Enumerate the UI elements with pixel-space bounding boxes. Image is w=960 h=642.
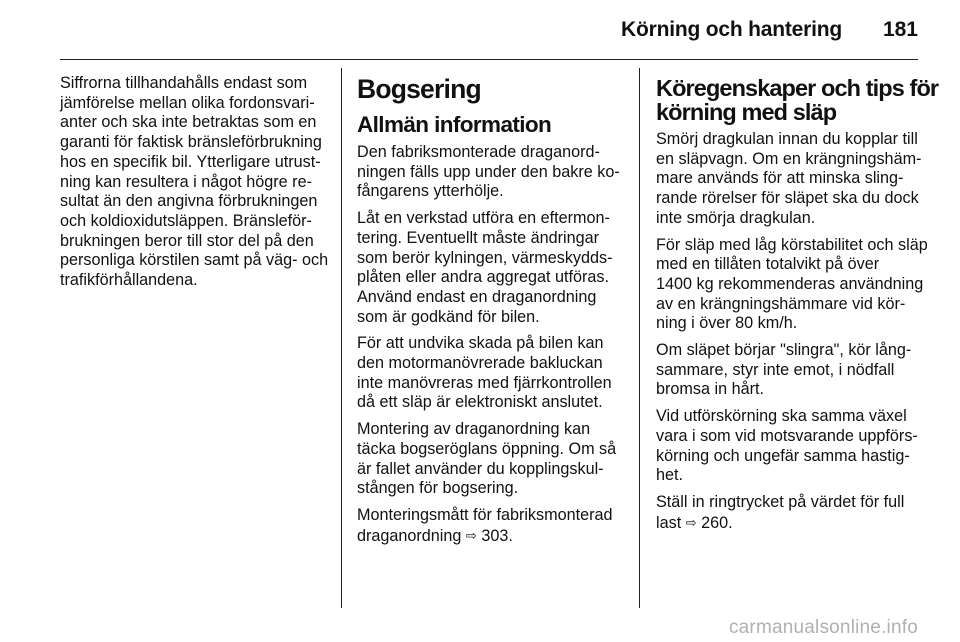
section-title-koregenskaper (656, 75, 939, 125)
text-line: som berör kylningen, värmeskydds- (357, 248, 613, 267)
right-paragraph (656, 236, 926, 335)
text-line: inte manövreras med fjärrkontrollen (357, 373, 612, 392)
column-divider-left (341, 68, 342, 608)
reference-prefix: draganordning (357, 526, 462, 545)
left-column (60, 74, 335, 298)
page-reference-link[interactable]: 303. (481, 526, 513, 545)
right-paragraph (656, 341, 926, 400)
text-line: trafikförhållandena. (60, 271, 198, 290)
text-line: som är godkänd för bilen. (357, 307, 540, 326)
watermark: carmanualsonline.info (728, 617, 918, 638)
text-line: Låt en verkstad utföra en eftermon- (357, 209, 610, 228)
middle-paragraph (357, 143, 632, 202)
text-line: en släpvagn. Om en krängningshäm- (656, 149, 922, 168)
column-divider-right (639, 68, 640, 608)
text-line: av en krängningshämmare vid kör- (656, 294, 906, 313)
subsection-title-allman-information: Allmän information (357, 112, 552, 137)
middle-reference-paragraph (357, 506, 632, 546)
page-reference-arrow-icon: ⇨ (465, 527, 477, 543)
text-line: och koldioxidutsläppen. Bränsleför- (60, 211, 312, 230)
page-reference-arrow-icon: ⇨ (685, 514, 697, 530)
text-line: då ett släp är elektroniskt anslutet. (357, 393, 603, 412)
right-reference-paragraph (656, 493, 926, 533)
text-line: rande rörelser för släpet ska du dock (656, 189, 919, 208)
text-line: inte smörja dragkulan. (656, 208, 816, 227)
title-line: Köregenskaper och tips för (656, 75, 939, 101)
text-line: ning kan resultera i något högre re- (60, 172, 312, 191)
text-line: körning och ungefär samma hastig- (656, 446, 910, 465)
text-line: sammare, styr inte emot, i nödfall (656, 360, 895, 379)
text-line: är fallet använder du kopplingskul- (357, 459, 604, 478)
page-number: 181 (882, 18, 918, 41)
text-line: fångarens ytterhölje. (357, 182, 504, 201)
text-line: jämförelse mellan olika fordonsvari- (60, 93, 315, 112)
right-column (656, 75, 939, 540)
reference-prefix: last (656, 513, 682, 532)
text-line: 1400 kg rekommenderas användning (656, 274, 924, 293)
right-paragraph (656, 407, 926, 486)
middle-paragraph (357, 334, 632, 413)
right-paragraph (656, 130, 926, 229)
text-line: sultat än den angivna förbrukningen (60, 192, 318, 211)
text-line: tering. Eventuellt måste ändringar (357, 228, 600, 247)
text-line: med en tillåten totalvikt på över (656, 255, 880, 274)
section-title-bogsering: Bogsering (357, 74, 481, 104)
text-line: ningen fälls upp under den bakre ko- (357, 162, 620, 181)
text-line: personliga körstilen samt på väg- och (60, 251, 329, 270)
text-line: För att undvika skada på bilen kan (357, 334, 604, 353)
text-line: Vid utförskörning ska samma växel (656, 407, 907, 426)
text-line: het. (656, 466, 684, 485)
header-divider (60, 59, 918, 60)
text-line: Smörj dragkulan innan du kopplar till (656, 130, 918, 148)
text-line: anter och ska inte betraktas som en (60, 113, 317, 132)
text-line: ning i över 80 km/h. (656, 314, 798, 333)
text-line: Ställ in ringtrycket på värdet för full (656, 492, 905, 511)
text-line: Den fabriksmonterade draganord- (357, 143, 600, 161)
middle-column (357, 74, 632, 553)
text-line: Montering av draganordning kan (357, 420, 591, 439)
text-line: garanti för faktisk bränsleförbrukning (60, 133, 322, 152)
text-line: För släp med låg körstabilitet och släp (656, 235, 928, 254)
text-line: brukningen beror till stor del på den (60, 231, 314, 250)
text-line (357, 526, 632, 547)
text-line: mare används för att minska sling- (656, 169, 904, 188)
page-header-title: Körning och hantering (621, 18, 842, 41)
middle-paragraph (357, 209, 632, 327)
text-line: bromsa in hårt. (656, 380, 764, 399)
text-line: vara i som vid motsvarande uppförs- (656, 426, 918, 445)
text-line: Om släpet börjar "slingra", kör lång- (656, 341, 912, 360)
text-line: den motormanövrerade bakluckan (357, 354, 603, 373)
left-column-paragraph (60, 74, 335, 291)
title-line: körning med släp (656, 99, 837, 125)
text-line: Använd endast en draganordning (357, 287, 597, 306)
page-reference-link[interactable]: 260. (701, 513, 733, 532)
text-line (656, 513, 926, 534)
text-line: Monteringsmått för fabriksmonterad (357, 505, 613, 524)
text-line: hos en specifik bil. Ytterligare utrust- (60, 152, 321, 171)
text-line: plåten eller andra aggregat utföras. (357, 268, 609, 287)
middle-paragraph (357, 420, 632, 499)
text-line: Siffrorna tillhandahålls endast som (60, 74, 308, 92)
text-line: täcka bogseröglans öppning. Om så (357, 439, 617, 458)
text-line: stången för bogsering. (357, 479, 519, 498)
